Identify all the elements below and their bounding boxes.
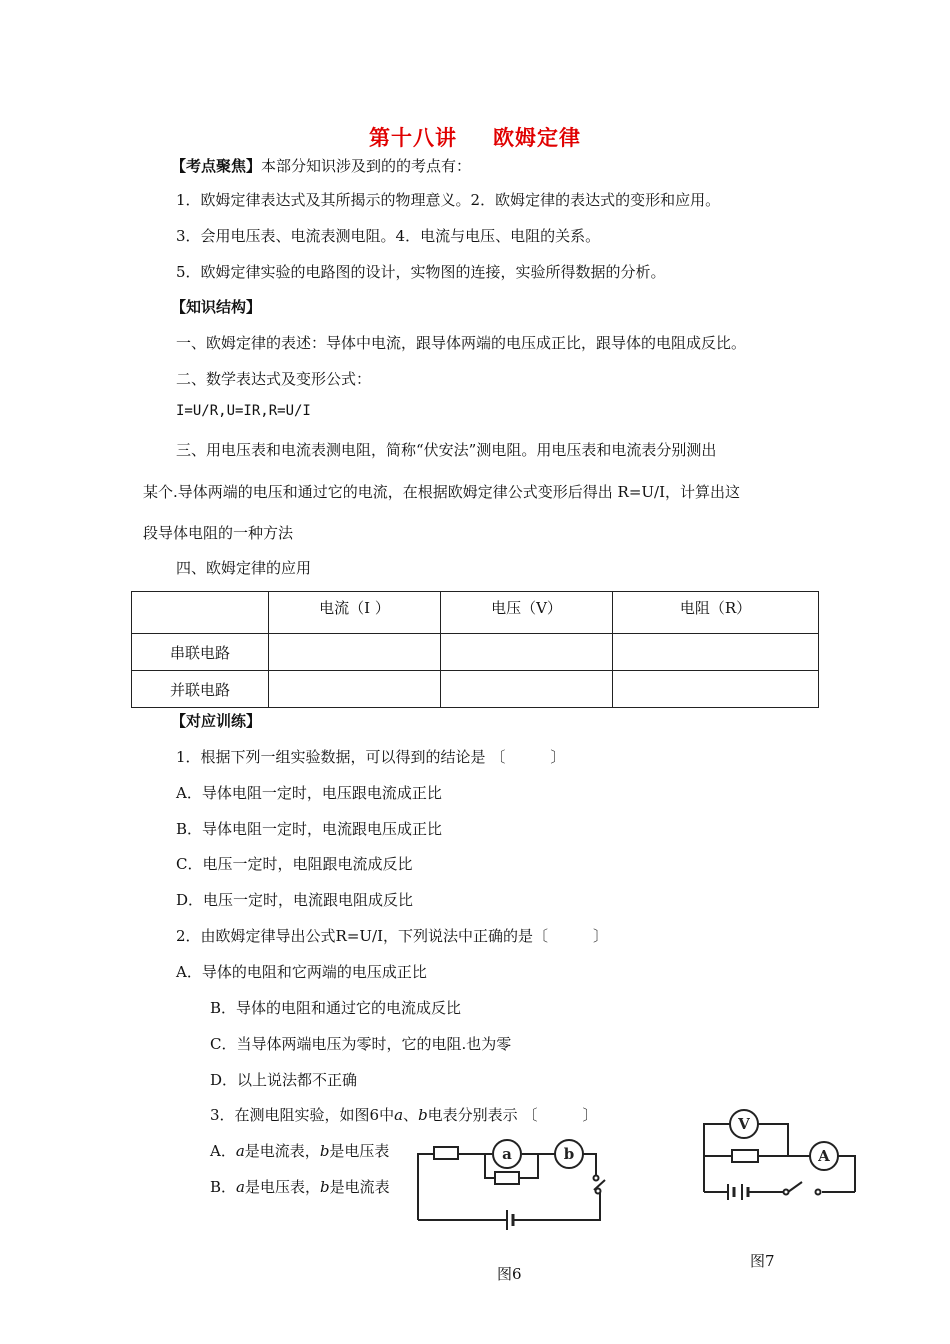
q1-stem: 1．根据下列一组实验数据，可以得到的结论是 〔 〕 bbox=[176, 748, 566, 766]
point-line-3: 5．欧姆定律实验的电路图的设计，实物图的连接，实验所得数据的分析。 bbox=[176, 263, 666, 281]
table-row bbox=[132, 671, 819, 708]
table-header-voltage: 电压（V） bbox=[441, 592, 613, 634]
q1-option-d: D．电压一定时，电流跟电阻成反比 bbox=[176, 891, 414, 909]
switch-contact bbox=[594, 1176, 599, 1181]
figure-7-circuit bbox=[698, 1104, 862, 1202]
formula-line: I=U/R,U=IR,R=U/I bbox=[176, 403, 311, 419]
meter-a-label: a bbox=[502, 1145, 512, 1163]
structure-item-3-line-3: 段导体电阻的一种方法 bbox=[143, 524, 294, 542]
table-cell bbox=[441, 671, 613, 708]
switch-contact bbox=[816, 1190, 821, 1195]
q1-option-b: B．导体电阻一定时，电流跟电压成正比 bbox=[176, 820, 443, 838]
q3-stem-pre: 3．在测电阻实验，如图6中 bbox=[210, 1106, 395, 1124]
q3-option-a bbox=[210, 1140, 389, 1161]
resistor-icon bbox=[434, 1147, 458, 1159]
q3-option-a-pre: A． bbox=[210, 1142, 236, 1160]
training-label: 【对应训练】 bbox=[171, 712, 262, 730]
q3-option-a-mid: 是电流表， bbox=[244, 1142, 320, 1160]
table-header-row bbox=[132, 592, 819, 634]
q3-option-b-mid: 是电压表， bbox=[244, 1178, 320, 1196]
meter-b bbox=[555, 1140, 583, 1168]
row-label-series: 串联电路 bbox=[132, 634, 269, 671]
structure-item-4: 四、欧姆定律的应用 bbox=[176, 559, 312, 577]
point-line-2: 3．会用电压表、电流表测电阻。4．电流与电压、电阻的关系。 bbox=[176, 227, 601, 245]
table-cell bbox=[613, 634, 819, 671]
ohm-application-table bbox=[131, 591, 819, 708]
q2-option-a: A．导体的电阻和它两端的电压成正比 bbox=[176, 963, 427, 981]
q1-option-a: A．导体电阻一定时，电压跟电流成正比 bbox=[176, 784, 442, 802]
table-cell bbox=[269, 671, 441, 708]
ammeter-icon bbox=[810, 1142, 838, 1170]
structure-item-3-line-1: 三、用电压表和电流表测电阻，简称“伏安法”测电阻。用电压表和电流表分别测出 bbox=[176, 441, 717, 459]
q2-stem: 2．由欧姆定律导出公式R=U/I，下列说法中正确的是〔 〕 bbox=[176, 927, 609, 945]
q3-option-b-pre: B． bbox=[210, 1178, 237, 1196]
resistor-icon bbox=[732, 1150, 758, 1162]
battery-icon bbox=[728, 1184, 748, 1200]
structure-item-3-line-2: 某个.导体两端的电压和通过它的电流，在根据欧姆定律公式变形后得出 R=U/I，计算出这 bbox=[143, 483, 741, 501]
q2-option-b: B．导体的电阻和通过它的电流成反比 bbox=[210, 999, 462, 1017]
switch-contact bbox=[596, 1189, 601, 1194]
focus-text: 本部分知识涉及到的的考点有： bbox=[261, 157, 472, 175]
table-header-current: 电流（I ） bbox=[269, 592, 441, 634]
figure-6-circuit bbox=[410, 1132, 615, 1232]
meter-b-label: b bbox=[563, 1145, 575, 1163]
ammeter-meter-a bbox=[493, 1140, 521, 1168]
q1-option-c: C．电压一定时，电阻跟电流成反比 bbox=[176, 855, 413, 873]
table-cell bbox=[441, 634, 613, 671]
structure-item-1: 一、欧姆定律的表述：导体中电流，跟导体两端的电压成正比，跟导体的电阻成反比。 bbox=[176, 334, 747, 352]
q2-option-d: D．以上说法都不正确 bbox=[210, 1071, 358, 1089]
title-lecture-number: 第十八讲 bbox=[369, 125, 457, 150]
structure-item-2: 二、数学表达式及变形公式： bbox=[176, 370, 372, 388]
q2-option-c: C．当导体两端电压为零时，它的电阻.也为零 bbox=[210, 1035, 512, 1053]
point-line-1: 1．欧姆定律表达式及其所揭示的物理意义。2．欧姆定律的表达式的变形和应用。 bbox=[176, 191, 721, 209]
q3-option-a-post: 是电压表 bbox=[329, 1142, 390, 1160]
page-title bbox=[0, 122, 950, 152]
table-cell bbox=[269, 634, 441, 671]
switch-contact bbox=[784, 1190, 789, 1195]
table-cell bbox=[613, 671, 819, 708]
title-topic: 欧姆定律 bbox=[493, 125, 581, 150]
q3-stem-a: a bbox=[394, 1106, 404, 1124]
q3-option-b-a: a bbox=[236, 1178, 245, 1196]
structure-label: 【知识结构】 bbox=[171, 298, 262, 316]
focus-line bbox=[171, 155, 471, 176]
voltmeter-icon bbox=[730, 1110, 758, 1138]
table-header-cell bbox=[132, 592, 269, 634]
q3-stem-post: 电表分别表示 〔 〕 bbox=[427, 1106, 598, 1124]
q3-option-a-a: a bbox=[235, 1142, 245, 1160]
ammeter-label: A bbox=[818, 1147, 830, 1165]
q3-stem-sep: 、 bbox=[403, 1106, 419, 1124]
figure-6-caption: 图6 bbox=[497, 1265, 522, 1283]
resistor-icon bbox=[495, 1172, 519, 1184]
table-row bbox=[132, 634, 819, 671]
q3-option-b bbox=[210, 1176, 390, 1197]
table-header-resistance: 电阻（R） bbox=[613, 592, 819, 634]
q3-stem-b: b bbox=[418, 1106, 428, 1124]
q3-option-a-b: b bbox=[319, 1142, 330, 1160]
voltmeter-label: V bbox=[738, 1115, 750, 1133]
row-label-parallel: 并联电路 bbox=[132, 671, 269, 708]
q3-option-b-post: 是电流表 bbox=[329, 1178, 390, 1196]
q3-stem bbox=[210, 1104, 597, 1125]
focus-label: 【考点聚焦】 bbox=[171, 157, 262, 175]
figure-7-caption: 图7 bbox=[750, 1252, 775, 1270]
q3-option-b-b: b bbox=[320, 1178, 330, 1196]
